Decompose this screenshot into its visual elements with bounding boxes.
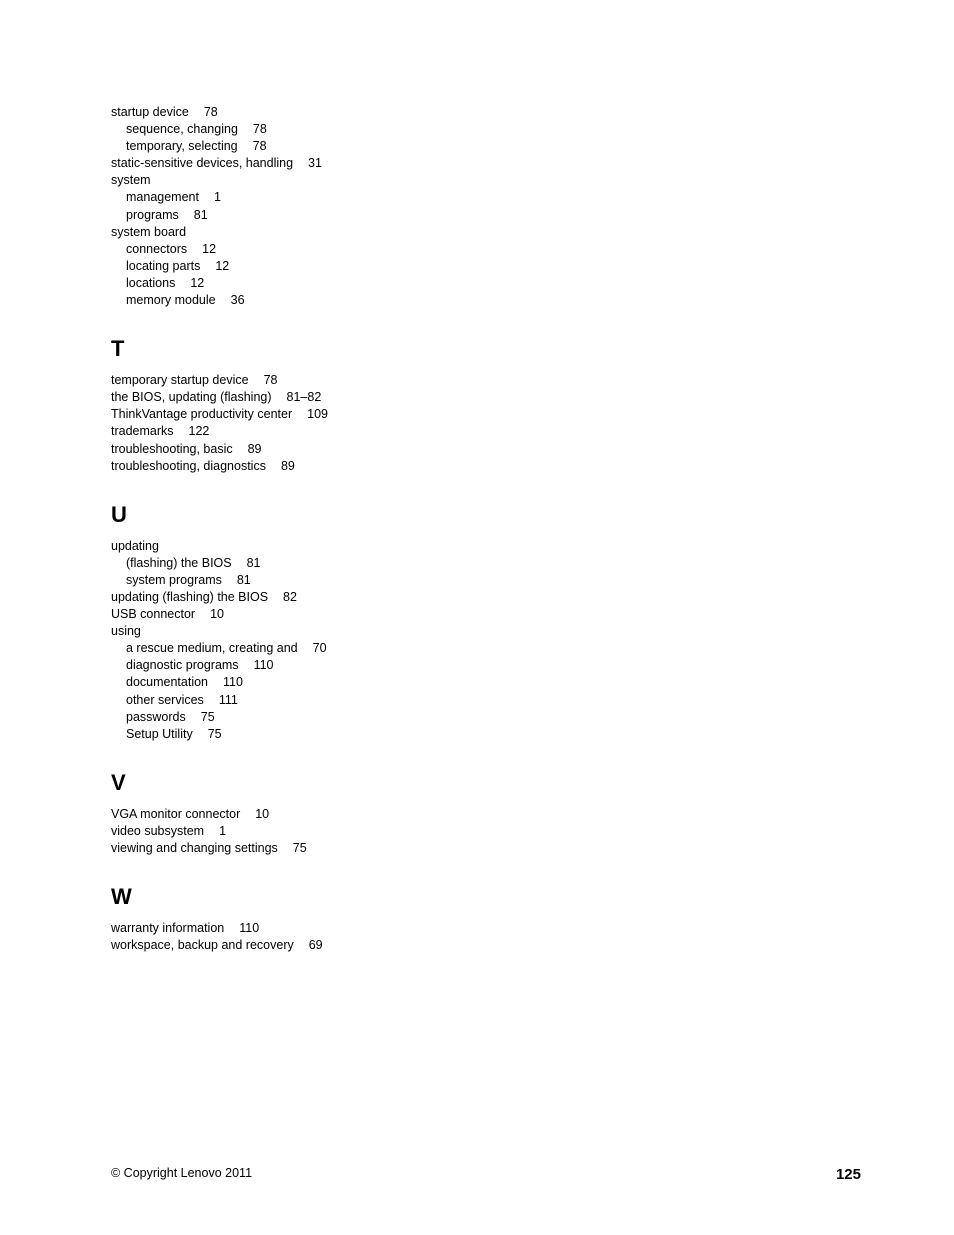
index-term: documentation: [126, 675, 209, 690]
index-letter-heading: V: [111, 769, 126, 795]
index-page-ref[interactable]: 78: [203, 105, 218, 119]
index-letter-heading: U: [111, 501, 127, 527]
index-term: troubleshooting, diagnostics: [111, 458, 266, 473]
index-term: VGA monitor connector: [111, 806, 241, 821]
index-letter-heading: T: [111, 336, 125, 362]
index-page-ref[interactable]: 89: [280, 458, 295, 473]
index-page-ref[interactable]: 110: [253, 658, 274, 673]
index-entry: [111, 458, 511, 475]
index-term: temporary startup device: [111, 373, 249, 388]
index-page-ref[interactable]: 31: [308, 156, 322, 171]
index-page-ref[interactable]: 69: [308, 938, 323, 953]
index-entry: [111, 623, 511, 640]
index-entry: [111, 423, 511, 440]
index-term: other services: [126, 692, 204, 707]
index-entry: [111, 823, 511, 840]
index-page-ref[interactable]: 78: [263, 373, 278, 388]
index-entry: [111, 155, 511, 172]
index-subentry: [111, 189, 511, 206]
index-page-ref[interactable]: 75: [207, 726, 222, 741]
index-page-ref[interactable]: 10: [255, 806, 270, 821]
index-page-ref[interactable]: 81: [236, 572, 251, 587]
index-page-ref[interactable]: 12: [190, 275, 205, 290]
index-letter-heading: W: [111, 884, 132, 910]
index-page-ref[interactable]: 89: [247, 441, 262, 456]
index-entry: [111, 104, 511, 121]
index-subentry: [111, 138, 511, 155]
index-entry: [111, 441, 511, 458]
index-page-ref[interactable]: 81–82: [286, 390, 322, 405]
index-page-ref[interactable]: 81: [246, 555, 261, 570]
index-term: a rescue medium, creating and: [126, 641, 298, 656]
index-term: troubleshooting, basic: [111, 441, 233, 456]
index-list: [111, 104, 511, 954]
index-entry: [111, 589, 511, 606]
index-entry: [111, 406, 511, 423]
index-term: (flashing) the BIOS: [126, 555, 232, 570]
index-term: system: [111, 173, 151, 188]
index-term: locations: [126, 275, 176, 290]
index-term: USB connector: [111, 607, 196, 622]
index-entry: [111, 172, 511, 189]
index-entry: [111, 538, 511, 555]
index-term: ThinkVantage productivity center: [111, 407, 293, 422]
index-term: updating (flashing) the BIOS: [111, 589, 269, 604]
index-entry: [111, 920, 511, 937]
index-subentry: [111, 121, 511, 138]
index-term: trademarks: [111, 424, 174, 439]
index-subentry: [111, 555, 511, 572]
index-term: startup device: [111, 105, 189, 119]
index-subentry: [111, 292, 511, 309]
index-entry: [111, 372, 511, 389]
index-term: warranty information: [111, 921, 225, 936]
index-term: memory module: [126, 293, 216, 308]
index-page-ref[interactable]: 110: [223, 675, 243, 690]
index-term: system programs: [126, 572, 222, 587]
index-term: diagnostic programs: [126, 658, 239, 673]
index-page-ref[interactable]: 111: [218, 692, 238, 707]
index-subentry: [111, 709, 511, 726]
index-page-ref[interactable]: 81: [193, 207, 208, 222]
index-page-ref[interactable]: 1: [213, 190, 221, 205]
index-entry: [111, 389, 511, 406]
index-page-ref[interactable]: 12: [215, 258, 230, 273]
index-term: the BIOS, updating (flashing): [111, 390, 272, 405]
index-entry: [111, 937, 511, 954]
index-page-ref[interactable]: 78: [252, 122, 267, 137]
index-page-ref[interactable]: 122: [188, 424, 210, 439]
index-page-ref[interactable]: 75: [292, 841, 307, 855]
index-subentry: [111, 572, 511, 589]
index-page-ref[interactable]: 10: [210, 607, 224, 622]
index-subentry: [111, 258, 511, 275]
index-term: video subsystem: [111, 823, 205, 838]
index-term: programs: [126, 207, 179, 222]
index-term: sequence, changing: [126, 122, 238, 137]
index-page-ref[interactable]: 78: [252, 139, 267, 154]
index-subentry: [111, 657, 511, 674]
index-entry: [111, 806, 511, 823]
copyright-notice: © Copyright Lenovo 2011: [111, 1166, 253, 1180]
index-term: viewing and changing settings: [111, 841, 278, 855]
index-term: management: [126, 190, 199, 205]
index-page-ref[interactable]: 109: [307, 407, 328, 422]
index-subentry: [111, 674, 511, 691]
index-term: locating parts: [126, 258, 201, 273]
index-entry: [111, 606, 511, 623]
index-page-ref[interactable]: 36: [230, 293, 245, 308]
index-subentry: [111, 640, 511, 657]
index-subentry: [111, 275, 511, 292]
index-page-ref[interactable]: 12: [202, 241, 217, 256]
index-entry: [111, 224, 511, 241]
index-term: updating: [111, 538, 159, 553]
index-term: using: [111, 624, 141, 639]
index-page-ref[interactable]: 1: [219, 823, 227, 838]
index-entry: [111, 840, 511, 857]
index-term: connectors: [126, 241, 188, 256]
index-subentry: [111, 207, 511, 224]
index-subentry: [111, 692, 511, 709]
index-page-ref[interactable]: 75: [200, 709, 215, 724]
index-term: Setup Utility: [126, 726, 193, 741]
index-subentry: [111, 241, 511, 258]
index-page-ref[interactable]: 70: [312, 641, 327, 656]
index-subentry: [111, 726, 511, 743]
index-page-ref[interactable]: 110: [239, 921, 260, 936]
index-page-ref[interactable]: 82: [283, 589, 297, 604]
page-number: 125: [835, 1166, 861, 1183]
index-term: static-sensitive devices, handling: [111, 156, 294, 171]
index-term: workspace, backup and recovery: [111, 938, 294, 953]
index-term: system board: [111, 224, 187, 239]
index-term: passwords: [126, 709, 186, 724]
index-term: temporary, selecting: [126, 139, 238, 154]
